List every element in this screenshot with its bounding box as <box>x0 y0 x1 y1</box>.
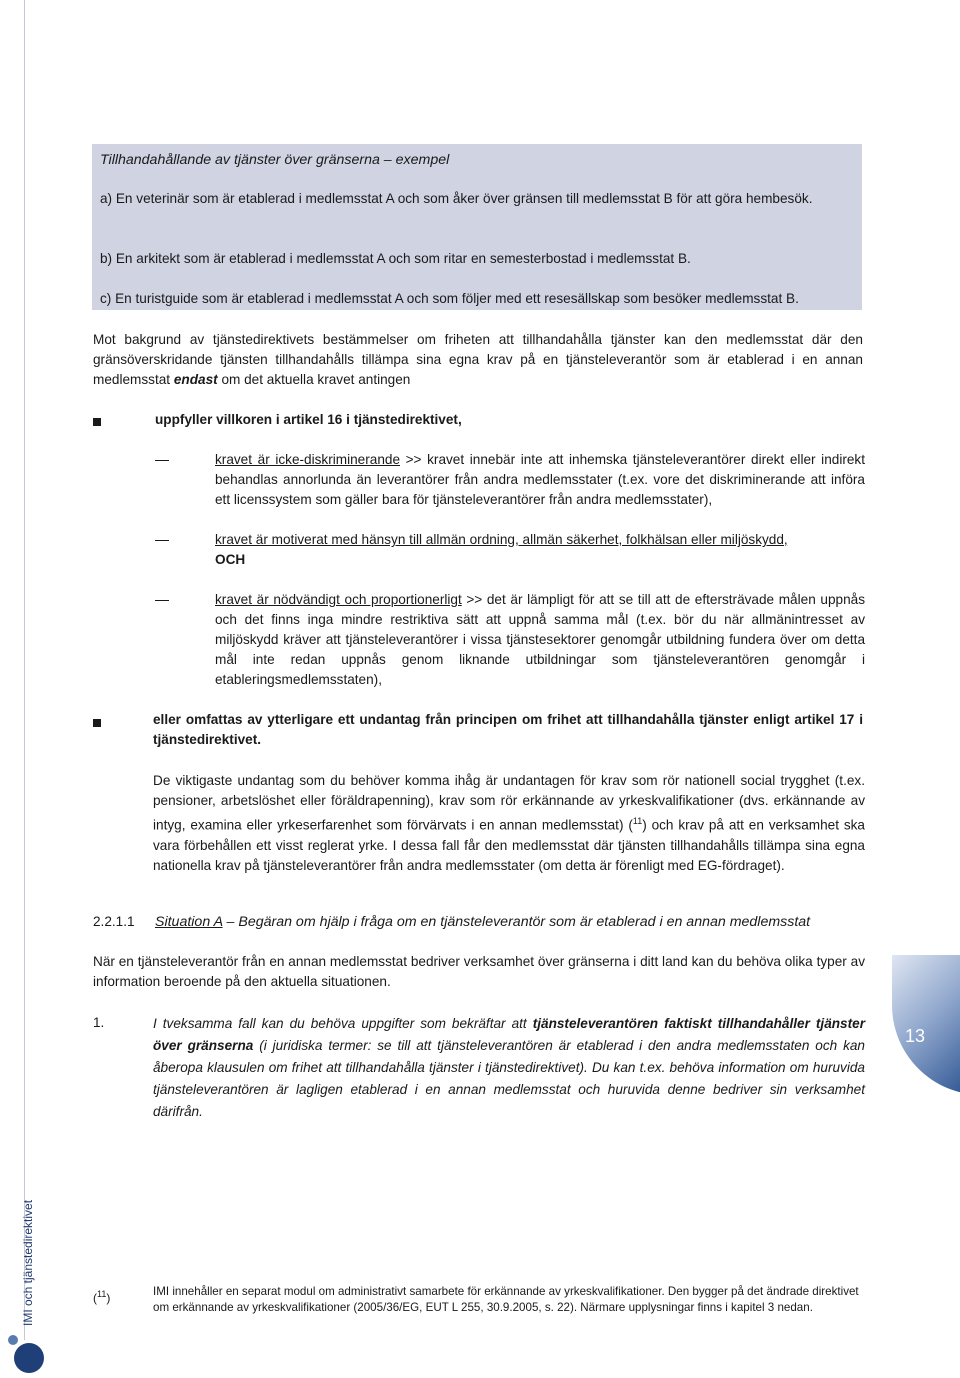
decor-dot-small <box>8 1335 18 1345</box>
section-title: – Begäran om hjälp i fråga om en tjänsteleverantör som är etablerad i en annan medlemsstat <box>222 914 811 930</box>
decor-dot-big <box>14 1343 44 1373</box>
dash1-link[interactable]: kravet är icke-diskriminerande <box>215 452 400 467</box>
side-title: IMI och tjänstedirektivet <box>21 1199 35 1326</box>
section-heading <box>155 912 810 932</box>
intro-tail: om det aktuella kravet antingen <box>217 372 411 387</box>
exceptions-text1: De viktigaste undantag som du behöver komma ihåg är undantagen för krav som rör nationell social trygghet (t.ex. pensioner, arbetslöshet eller föräldrapenning), krav som rör erkännande av yrkeskvalifikationer (dvs. erkännande av intyg, examina eller yrkeserfarenhet som förvärvats i en annan medlemsstat) ( <box>153 773 865 833</box>
example-b: b) En arkitekt som är etablerad i medlemsstat A och som ritar en semesterbostad i medlemsstat B. <box>100 251 691 266</box>
page-number: 13 <box>905 1026 926 1046</box>
example-c: c) En turistguide som är etablerad i medlemsstat A och som följer med ett resesällskap som besöker medlemsstat B. <box>100 291 799 306</box>
bullet2-text: eller omfattas av ytterligare ett undantag från principen om frihet att tillhandahålla tjänster enligt artikel 17 i tjänstedirektivet. <box>153 712 863 747</box>
item1-post: (i juridiska termer: se till att tjänsteleverantören är etablerad i den andra medlemsstaten och kan åberopa klausulen om frihet att tillhandahålla tjänster i tjänstedirektivet). Du kan t.ex. behöva information om huruvida tjänsteleverantören är lagligen etablerad i en annan medlemsstat och huruvida denne bedriver sin verksamhet därifrån. <box>153 1038 865 1119</box>
item1-number: 1. <box>93 1015 105 1030</box>
dash2-och: OCH <box>215 552 246 567</box>
item1-text <box>153 1013 865 1123</box>
example-title: Tillhandahållande av tjänster över gränserna – exempel <box>100 152 450 168</box>
intro-paragraph <box>93 330 863 390</box>
section-number: 2.2.1.1 <box>93 914 135 929</box>
bullet-square-icon <box>93 719 101 727</box>
dash1-text: >> kravet innebär inte att inhemska tjänsteleverantörer direkt eller indirekt behandlas annorlunda än leverantörer från andra medlemsstater (t.ex. vore det diskriminerande att införa ett licenssystem som gäller bara för tjänsteleverantörer från andra medlemsstater), <box>215 452 865 507</box>
item1-bold: tjänsteleverantören faktiskt tillhandahåller tjänster över gränserna <box>153 1016 865 1053</box>
dash3-link[interactable]: kravet är nödvändigt och proportionerligt <box>215 592 462 607</box>
section-label: Situation A <box>155 914 223 930</box>
exceptions-paragraph <box>153 771 865 876</box>
dash1-paragraph <box>215 450 865 510</box>
dash-icon <box>155 460 169 461</box>
intro-text: Mot bakgrund av tjänstedirektivets bestämmelser om friheten att tillhandahålla tjänster kan den medlemsstat där den gränsöverskridande tjänsten tillhandahålls tillämpa sina egna krav på en tjänsteleverantör som är etablerad i en annan medlemsstat <box>93 332 863 387</box>
dash-icon <box>155 540 169 541</box>
margin-rule <box>24 0 25 1340</box>
dash3-paragraph <box>215 590 865 690</box>
bullet1-text: uppfyller villkoren i artikel 16 i tjänstedirektivet, <box>155 412 462 427</box>
intro-emphasis: endast <box>173 372 218 387</box>
dash3-text: >> det är lämpligt för att se till att de eftersträvade målen uppnås och det finns inga mindre restriktiva sätt att uppnå samma mål (t.ex. bör du när allmänintresset av miljöskydd kräver att tjänsteleverantörer i vissa tjänstesektorer genomgår utbildning fundera över om detta mål inte redan uppnås genom liknande utbildningar som tjänsteleverantören genomgår i etableringsmedlemsstaten), <box>215 592 865 687</box>
item1-pre: I tveksamma fall kan du behöva uppgifter som bekräftar att <box>153 1016 533 1031</box>
footnote-num: 11 <box>97 1289 107 1299</box>
footnote-mark <box>93 1284 110 1308</box>
page-number-tab <box>892 955 960 1095</box>
exceptions-text2: ) och krav på att en verksamhet ska vara förbehållen ett visst reglerat yrke. I dessa fall får den medlemsstat där tjänsten tillhandahålls tillämpa sina egna nationella krav på tjänsteleverantörer från andra medlemsstater (om detta är förenligt med EG-fördraget). <box>153 817 865 873</box>
example-a: a) En veterinär som är etablerad i medlemsstat A och som åker över gränsen till medlemsstat B för att göra hembesök. <box>100 191 813 206</box>
footnote-open: ( <box>93 1291 97 1305</box>
dash-icon <box>155 600 169 601</box>
dash2-paragraph <box>215 530 865 570</box>
section-intro: När en tjänsteleverantör från en annan medlemsstat bedriver verksamhet över gränserna i ditt land kan du behöva olika typer av information beroende på den aktuella situationen. <box>93 954 865 989</box>
footnote-text: IMI innehåller en separat modul om administrativt samarbete för erkännande av yrkeskvalifikationer. Den bygger på det ändrade direktivet om erkännande av yrkeskvalifikationer (2005/36/EG, EUT L 255, 30.9.2005, s. 22). Närmare upplysningar finns i kapitel 3 nedan. <box>153 1285 859 1314</box>
footnote-ref[interactable]: 11 <box>632 816 643 826</box>
dash2-link[interactable]: kravet är motiverat med hänsyn till allmän ordning, allmän säkerhet, folkhälsan eller miljöskydd, <box>215 532 788 547</box>
footnote-close: ) <box>106 1291 111 1305</box>
bullet-square-icon <box>93 418 101 426</box>
